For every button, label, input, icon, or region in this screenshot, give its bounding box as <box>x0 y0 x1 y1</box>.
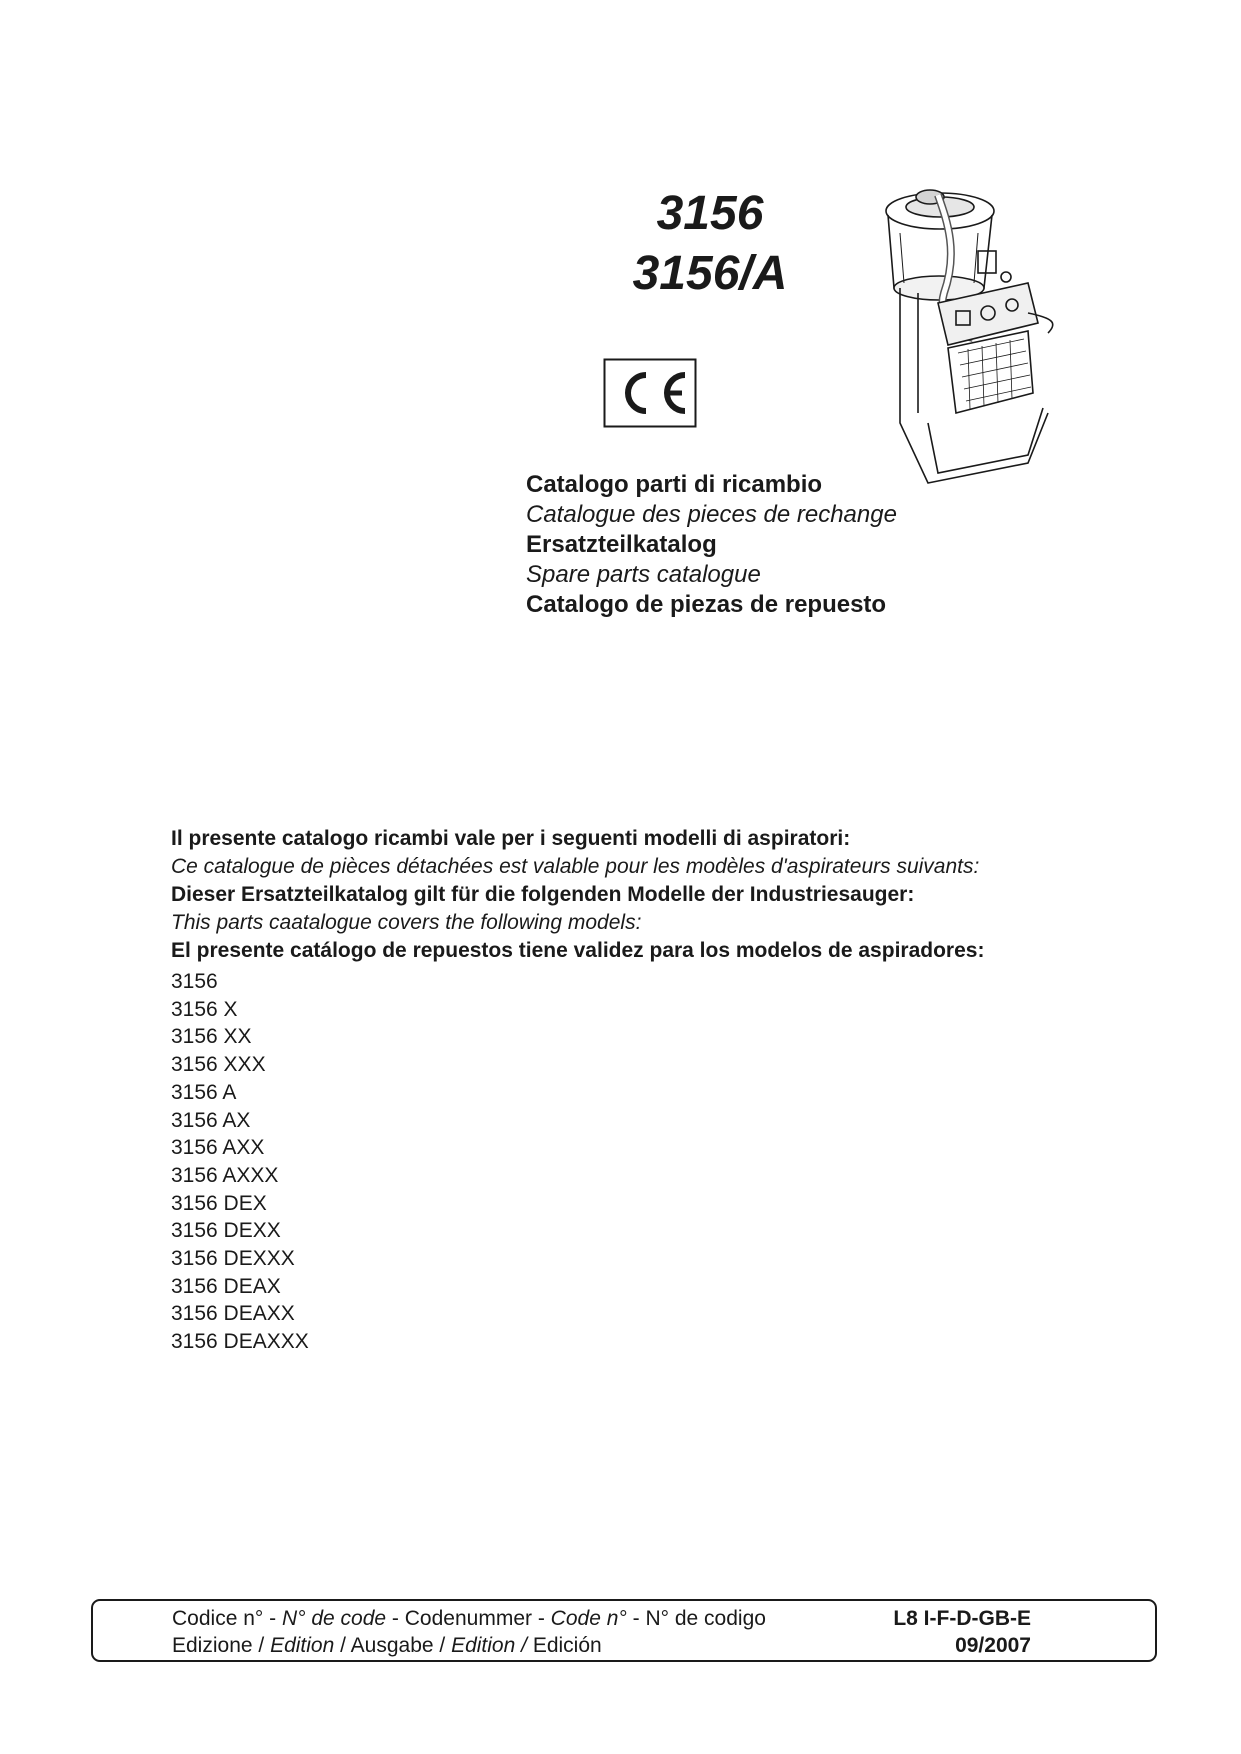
list-item: 3156 DEXXX <box>171 1247 295 1271</box>
list-item: 3156 A <box>171 1080 237 1104</box>
code-label-de: Codenummer <box>404 1607 532 1630</box>
edition-label-it: Edizione <box>172 1634 253 1657</box>
catalog-title-fr: Catalogue des pieces de rechange <box>526 501 897 528</box>
validity-line-it: Il presente catalogo ricambi vale per i seguenti modelli di aspiratori: <box>171 827 851 850</box>
separator: - <box>626 1607 646 1630</box>
list-item: 3156 <box>171 970 218 993</box>
catalog-title-en: Spare parts catalogue <box>526 561 761 588</box>
code-value: L8 I-F-D-GB-E <box>893 1607 1031 1630</box>
edition-label <box>172 1633 602 1659</box>
list-item: 3156 AXXX <box>171 1163 279 1187</box>
list-item: 3156 DEAX <box>171 1274 281 1298</box>
validity-line-es: El presente catálogo de repuestos tiene validez para los modelos de aspiradores: <box>171 939 985 962</box>
model-title-line: 3156/A <box>632 247 788 300</box>
separator: / <box>515 1634 533 1657</box>
list-item: 3156 DEAXXX <box>171 1330 309 1354</box>
validity-line-en: This parts caatalogue covers the following models: <box>171 911 642 934</box>
separator: - <box>386 1607 405 1630</box>
list-item: 3156 XX <box>171 1025 252 1049</box>
validity-statement <box>171 825 984 965</box>
edition-label-de: Ausgabe <box>350 1634 434 1657</box>
separator: / <box>433 1634 452 1657</box>
code-label-es: N° de codigo <box>645 1607 766 1630</box>
code-label-fr: N° de code <box>281 1607 387 1630</box>
model-title-line: 3156 <box>656 187 764 240</box>
code-label-en: Code n° <box>550 1607 627 1630</box>
separator: - <box>532 1607 551 1630</box>
list-item: 3156 DEX <box>171 1191 267 1215</box>
edition-label-es: Edición <box>532 1634 602 1657</box>
list-item: 3156 DEAXX <box>171 1302 295 1326</box>
separator: / <box>252 1634 271 1657</box>
catalog-title-es: Catalogo de piezas de repuesto <box>526 591 887 618</box>
list-item: 3156 XXX <box>171 1053 266 1077</box>
separator: / <box>334 1634 351 1657</box>
code-label-it: Codice n° <box>172 1607 264 1630</box>
list-item: 3156 AXX <box>171 1136 265 1160</box>
code-label <box>172 1606 766 1632</box>
catalog-title-it: Catalogo parti di ricambio <box>526 471 823 498</box>
validity-line-de: Dieser Ersatzteilkatalog gilt für die folgenden Modelle der Industriesauger: <box>171 883 915 906</box>
edition-label-en: Edition <box>451 1634 516 1657</box>
model-list <box>171 968 309 1356</box>
code-edition-box <box>91 1599 1157 1662</box>
validity-line-fr: Ce catalogue de pièces détachées est valable pour les modèles d'aspirateurs suivants: <box>171 855 980 878</box>
catalog-titles <box>526 470 897 620</box>
ce-mark-icon <box>603 358 697 428</box>
catalog-title-de: Ersatzteilkatalog <box>526 531 717 558</box>
list-item: 3156 AX <box>171 1108 251 1132</box>
edition-label-fr: Edition <box>270 1634 335 1657</box>
list-item: 3156 X <box>171 997 238 1021</box>
separator: - <box>263 1607 282 1630</box>
vacuum-cleaner-illustration <box>878 183 1063 488</box>
edition-value: 09/2007 <box>955 1634 1031 1657</box>
list-item: 3156 DEXX <box>171 1219 281 1243</box>
